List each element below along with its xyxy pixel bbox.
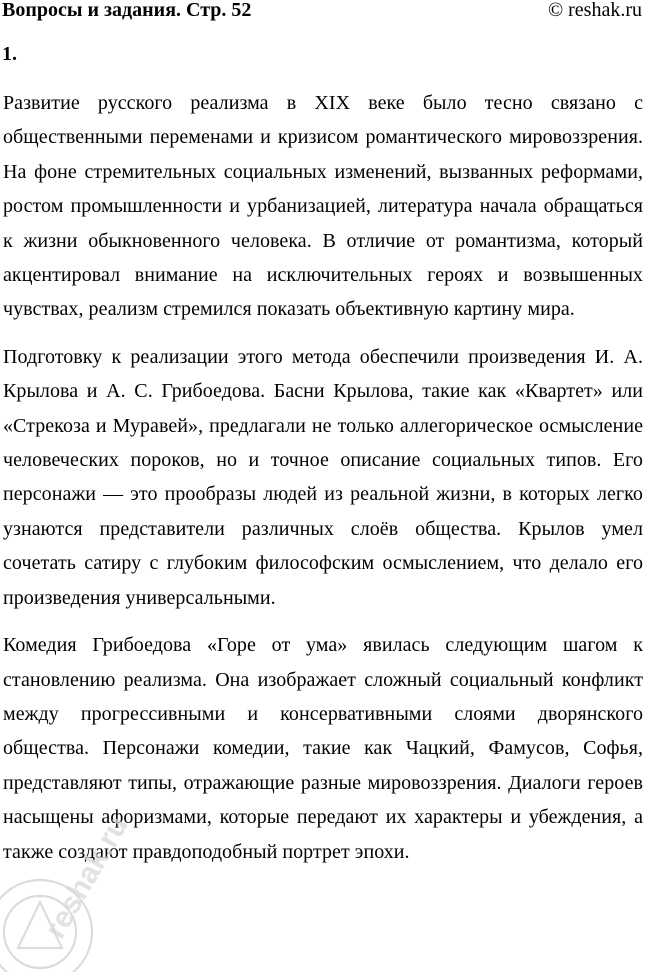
paragraph-1: Развитие русского реализма в XIX веке было тесно связано с общественными переменами и кризисом романтического мировоззрения. На фоне стремительных социальных изменений, вызванных реформами, ростом промышленности и урбанизацией, литература начала обращаться к жизни обыкновенного человека. В отличие от романтизма, который акцентировал внимание на исключительных героях и возвышенных чувствах, реализм стремился показать объективную картину мира. — [3, 92, 643, 321]
source-credit: © reshak.ru — [547, 0, 642, 21]
answer-text — [3, 86, 643, 882]
paragraph-2: Подготовку к реализации этого метода обеспечили произведения И. А. Крылова и А. С. Грибоедова. Басни Крылова, такие как «Квартет» или «Стрекоза и Муравей», предлагали не только аллегорическое осмысление человеческих пороков, но и точное описание социальных типов. Его персонажи — это прообразы людей из реальной жизни, в которых легко узнаются представители различных слоёв общества. Крылов умел сочетать сатиру с глубоким философским осмыслением, что делало его произведения универсальными. — [3, 345, 643, 609]
page-header — [0, 0, 646, 24]
paragraph-3: Комедия Грибоедова «Горе от ума» явилась следующим шагом к становлению реализма. Она изображает сложный социальный конфликт между прогрессивными и консервативными слоями дворянского общества. Персонажи комедии, такие как Чацкий, Фамусов, Софья, представляют типы, отражающие разные мировоззрения. Диалоги героев насыщены афоризмами, которые передают их характеры и убеждения, а также создают правдоподобный портрет эпохи. — [3, 634, 643, 863]
page-title: Вопросы и задания. Стр. 52 — [2, 0, 252, 21]
task-number: 1. — [2, 43, 17, 65]
svg-text:reshak.ru: reshak.ru — [38, 810, 135, 944]
